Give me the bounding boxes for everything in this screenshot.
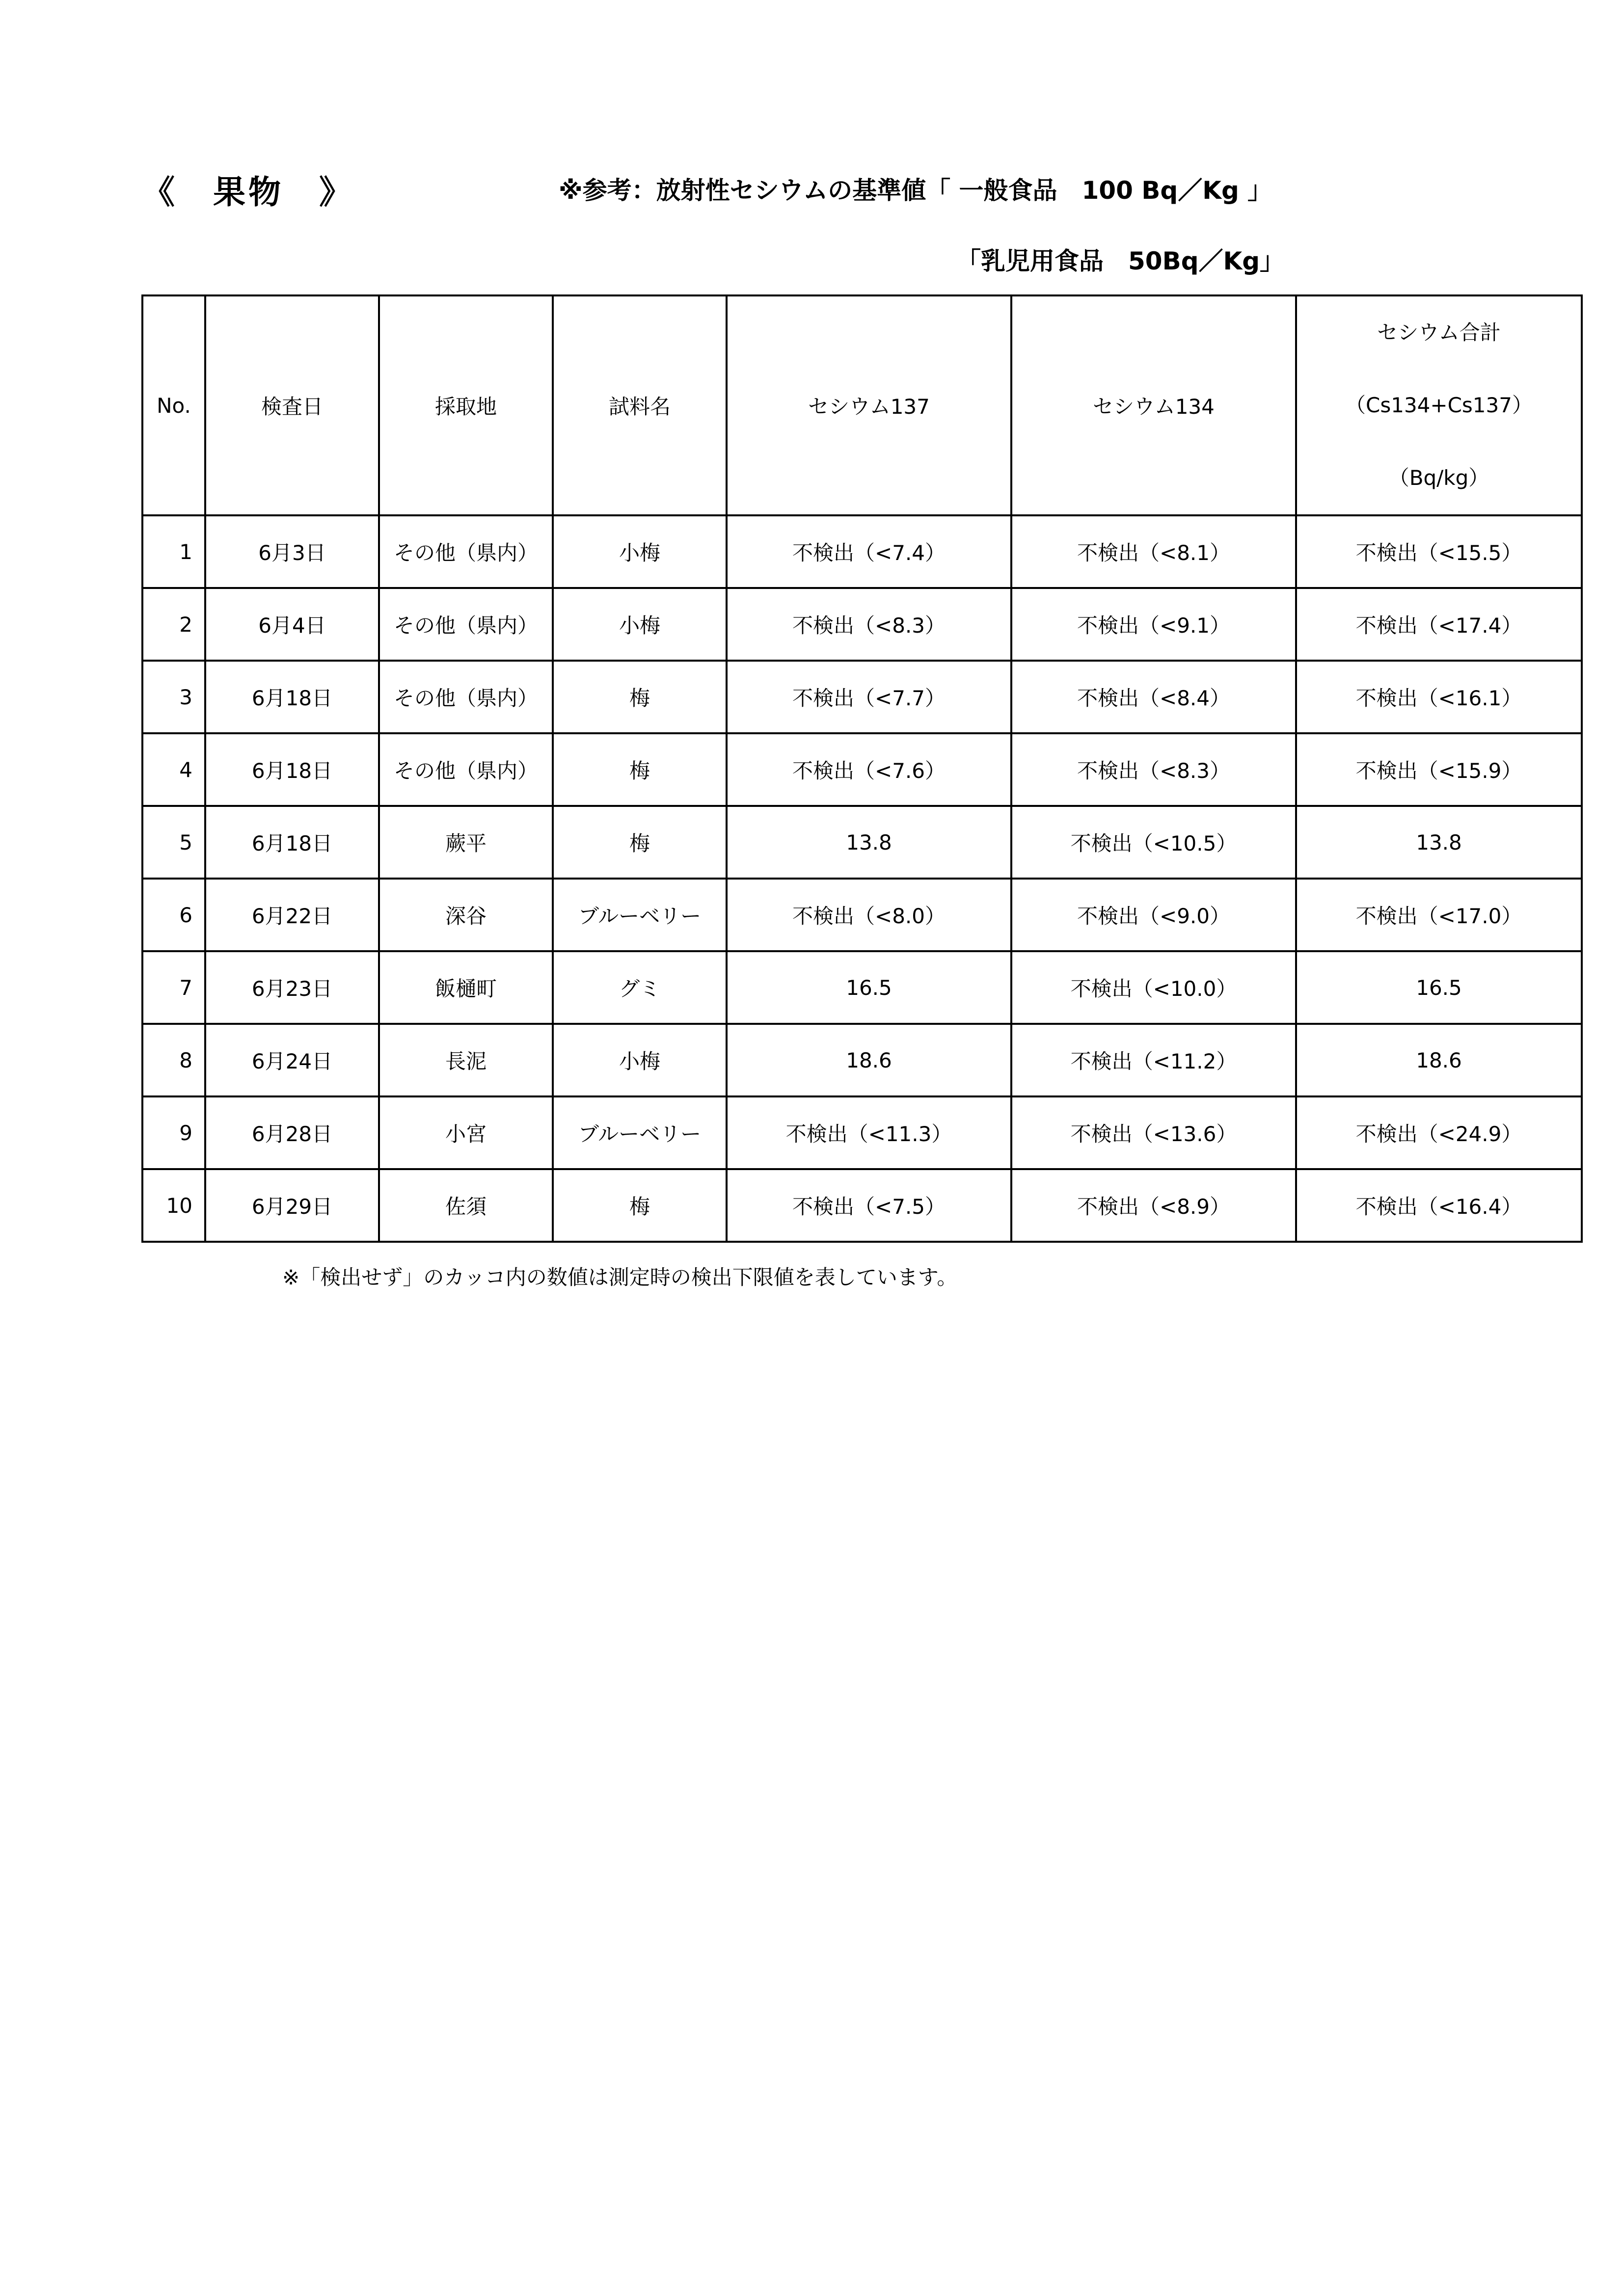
cell-sample: 小梅 <box>553 588 727 661</box>
cell-date: 6月18日 <box>205 661 379 733</box>
cell-cs137: 不検出（<8.0） <box>727 879 1011 951</box>
header-total-unit: （Bq/kg） <box>1388 466 1489 490</box>
cell-sample: ブルーベリー <box>553 879 727 951</box>
cell-location: 長泥 <box>379 1024 553 1096</box>
header-cs134: セシウム134 <box>1011 295 1296 515</box>
cell-total: 不検出（<17.4） <box>1296 588 1582 661</box>
cell-no: 4 <box>142 733 205 806</box>
cell-location: その他（県内） <box>379 661 553 733</box>
cell-cs137: 不検出（<7.6） <box>727 733 1011 806</box>
table-row <box>142 1169 1582 1242</box>
cell-total: 不検出（<24.9） <box>1296 1096 1582 1169</box>
header-date: 検査日 <box>205 295 379 515</box>
cell-total: 不検出（<15.9） <box>1296 733 1582 806</box>
cell-cs137: 不検出（<11.3） <box>727 1096 1011 1169</box>
cell-cs134: 不検出（<13.6） <box>1011 1096 1296 1169</box>
header-row <box>142 295 1582 515</box>
cell-no: 10 <box>142 1169 205 1242</box>
cell-date: 6月3日 <box>205 515 379 588</box>
cell-cs137: 16.5 <box>727 951 1011 1024</box>
cell-cs137: 不検出（<8.3） <box>727 588 1011 661</box>
cell-location: その他（県内） <box>379 515 553 588</box>
cell-location: 小宮 <box>379 1096 553 1169</box>
cell-no: 7 <box>142 951 205 1024</box>
cell-total: 不検出（<17.0） <box>1296 879 1582 951</box>
cell-total: 13.8 <box>1296 806 1582 879</box>
cell-date: 6月24日 <box>205 1024 379 1096</box>
table-row <box>142 1024 1582 1096</box>
cell-no: 2 <box>142 588 205 661</box>
table-row <box>142 733 1582 806</box>
header-sample: 試料名 <box>553 295 727 515</box>
table-row <box>142 588 1582 661</box>
header-total <box>1296 295 1582 515</box>
header-cs137: セシウム137 <box>727 295 1011 515</box>
cell-no: 3 <box>142 661 205 733</box>
cell-total: 不検出（<16.1） <box>1296 661 1582 733</box>
cell-date: 6月22日 <box>205 879 379 951</box>
table-row <box>142 951 1582 1024</box>
cell-sample: 小梅 <box>553 515 727 588</box>
cell-total: 不検出（<16.4） <box>1296 1169 1582 1242</box>
cell-location: その他（県内） <box>379 588 553 661</box>
cell-cs134: 不検出（<9.1） <box>1011 588 1296 661</box>
header-location: 採取地 <box>379 295 553 515</box>
cell-sample: 小梅 <box>553 1024 727 1096</box>
cell-no: 1 <box>142 515 205 588</box>
cell-cs134: 不検出（<9.0） <box>1011 879 1296 951</box>
cell-total: 18.6 <box>1296 1024 1582 1096</box>
table-body <box>142 515 1582 1242</box>
cell-no: 9 <box>142 1096 205 1169</box>
cell-cs137: 13.8 <box>727 806 1011 879</box>
table-row <box>142 661 1582 733</box>
cell-sample: ブルーベリー <box>553 1096 727 1169</box>
cell-date: 6月4日 <box>205 588 379 661</box>
cell-location: その他（県内） <box>379 733 553 806</box>
cell-no: 6 <box>142 879 205 951</box>
cell-location: 飯樋町 <box>379 951 553 1024</box>
cell-cs134: 不検出（<8.3） <box>1011 733 1296 806</box>
table-row <box>142 806 1582 879</box>
cell-date: 6月29日 <box>205 1169 379 1242</box>
cell-date: 6月18日 <box>205 733 379 806</box>
results-table <box>141 294 1583 1243</box>
header-no: No. <box>142 295 205 515</box>
table-row <box>142 1096 1582 1169</box>
cell-sample: 梅 <box>553 1169 727 1242</box>
cell-date: 6月23日 <box>205 951 379 1024</box>
cell-sample: 梅 <box>553 733 727 806</box>
cell-cs134: 不検出（<8.9） <box>1011 1169 1296 1242</box>
cell-cs137: 不検出（<7.5） <box>727 1169 1011 1242</box>
cell-cs134: 不検出（<8.1） <box>1011 515 1296 588</box>
reference-standard-general: ※参考：放射性セシウムの基準値「 一般食品 100 Bq／Kg 」 <box>559 176 1272 205</box>
cell-cs134: 不検出（<11.2） <box>1011 1024 1296 1096</box>
header-total-formula: （Cs134+Cs137） <box>1345 393 1533 417</box>
cell-cs137: 18.6 <box>727 1024 1011 1096</box>
cell-location: 蕨平 <box>379 806 553 879</box>
page-title: 《 果物 》 <box>142 173 354 211</box>
cell-cs134: 不検出（<10.5） <box>1011 806 1296 879</box>
cell-date: 6月28日 <box>205 1096 379 1169</box>
cell-total: 不検出（<15.5） <box>1296 515 1582 588</box>
cell-sample: 梅 <box>553 661 727 733</box>
cell-location: 深谷 <box>379 879 553 951</box>
reference-standard-infant: 「乳児用食品 50Bq／Kg」 <box>956 247 1285 275</box>
cell-cs137: 不検出（<7.4） <box>727 515 1011 588</box>
cell-location: 佐須 <box>379 1169 553 1242</box>
cell-sample: グミ <box>553 951 727 1024</box>
cell-cs134: 不検出（<8.4） <box>1011 661 1296 733</box>
cell-sample: 梅 <box>553 806 727 879</box>
table-row <box>142 879 1582 951</box>
cell-cs134: 不検出（<10.0） <box>1011 951 1296 1024</box>
cell-no: 5 <box>142 806 205 879</box>
cell-date: 6月18日 <box>205 806 379 879</box>
cell-no: 8 <box>142 1024 205 1096</box>
table-row <box>142 515 1582 588</box>
footnote: ※「検出せず」のカッコ内の数値は測定時の検出下限値を表しています。 <box>282 1265 958 1289</box>
cell-cs137: 不検出（<7.7） <box>727 661 1011 733</box>
header-total-title: セシウム合計 <box>1377 320 1501 345</box>
cell-total: 16.5 <box>1296 951 1582 1024</box>
